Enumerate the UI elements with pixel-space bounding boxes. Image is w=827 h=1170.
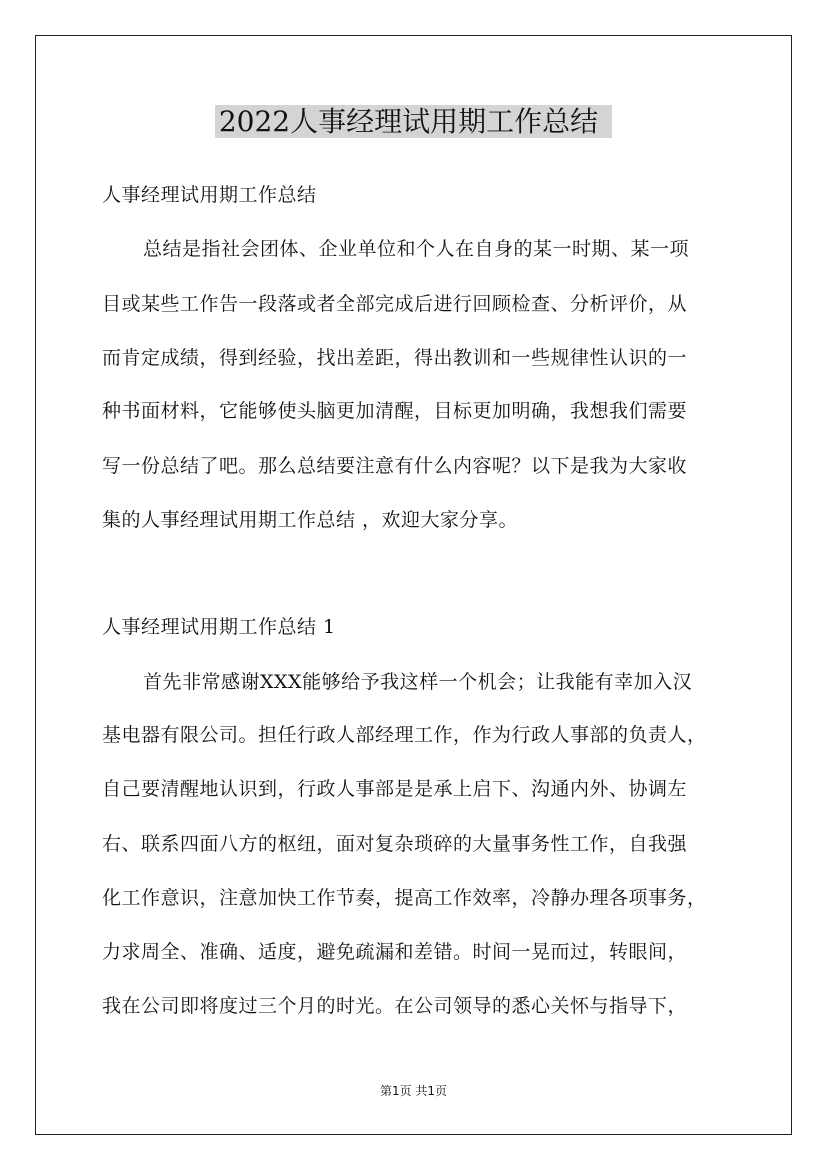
- intro-line-5: 写一份总结了吧。那么总结要注意有什么内容呢？以下是我为大家收: [102, 455, 688, 477]
- section-1-line-3: 自己要清醒地认识到，行政人事部是是承上启下、沟通内外、协调左: [102, 778, 688, 800]
- document-title-text: 2022人事经理试用期工作总结: [215, 105, 612, 138]
- page-footer: 第1页 共1页: [379, 1084, 448, 1098]
- section-1-heading: 人事经理试用期工作总结 1: [102, 616, 336, 638]
- section-1-line-2: 基电器有限公司。担任行政人部经理工作，作为行政人事部的负责人，: [102, 724, 707, 746]
- section-1-line-5: 化工作意识，注意加快工作节奏，提高工作效率，冷静办理各项事务，: [102, 887, 707, 909]
- section-1-line-4: 右、联系四面八方的枢纽，面对复杂琐碎的大量事务性工作，自我强: [102, 833, 688, 855]
- intro-line-2: 目或某些工作告一段落或者全部完成后进行回顾检查、分析评价，从: [102, 293, 688, 315]
- document-subtitle: 人事经理试用期工作总结: [102, 184, 317, 206]
- section-1-line-7: 我在公司即将度过三个月的时光。在公司领导的悉心关怀与指导下，: [102, 995, 688, 1017]
- document-title: [0, 102, 827, 142]
- intro-line-3: 而肯定成绩，得到经验，找出差距，得出教训和一些规律性认识的一: [102, 347, 688, 369]
- intro-line-6: 集的人事经理试用期工作总结 ，欢迎大家分享。: [102, 509, 519, 531]
- intro-line-1: 总结是指社会团体、企业单位和个人在自身的某一时期、某一项: [143, 238, 690, 260]
- section-1-line-6: 力求周全、准确、适度，避免疏漏和差错。时间一晃而过，转眼间，: [102, 941, 688, 963]
- intro-line-4: 种书面材料，它能够使头脑更加清醒，目标更加明确，我想我们需要: [102, 400, 688, 422]
- section-1-line-1: 首先非常感谢XXX能够给予我这样一个机会；让我能有幸加入汉: [143, 671, 693, 693]
